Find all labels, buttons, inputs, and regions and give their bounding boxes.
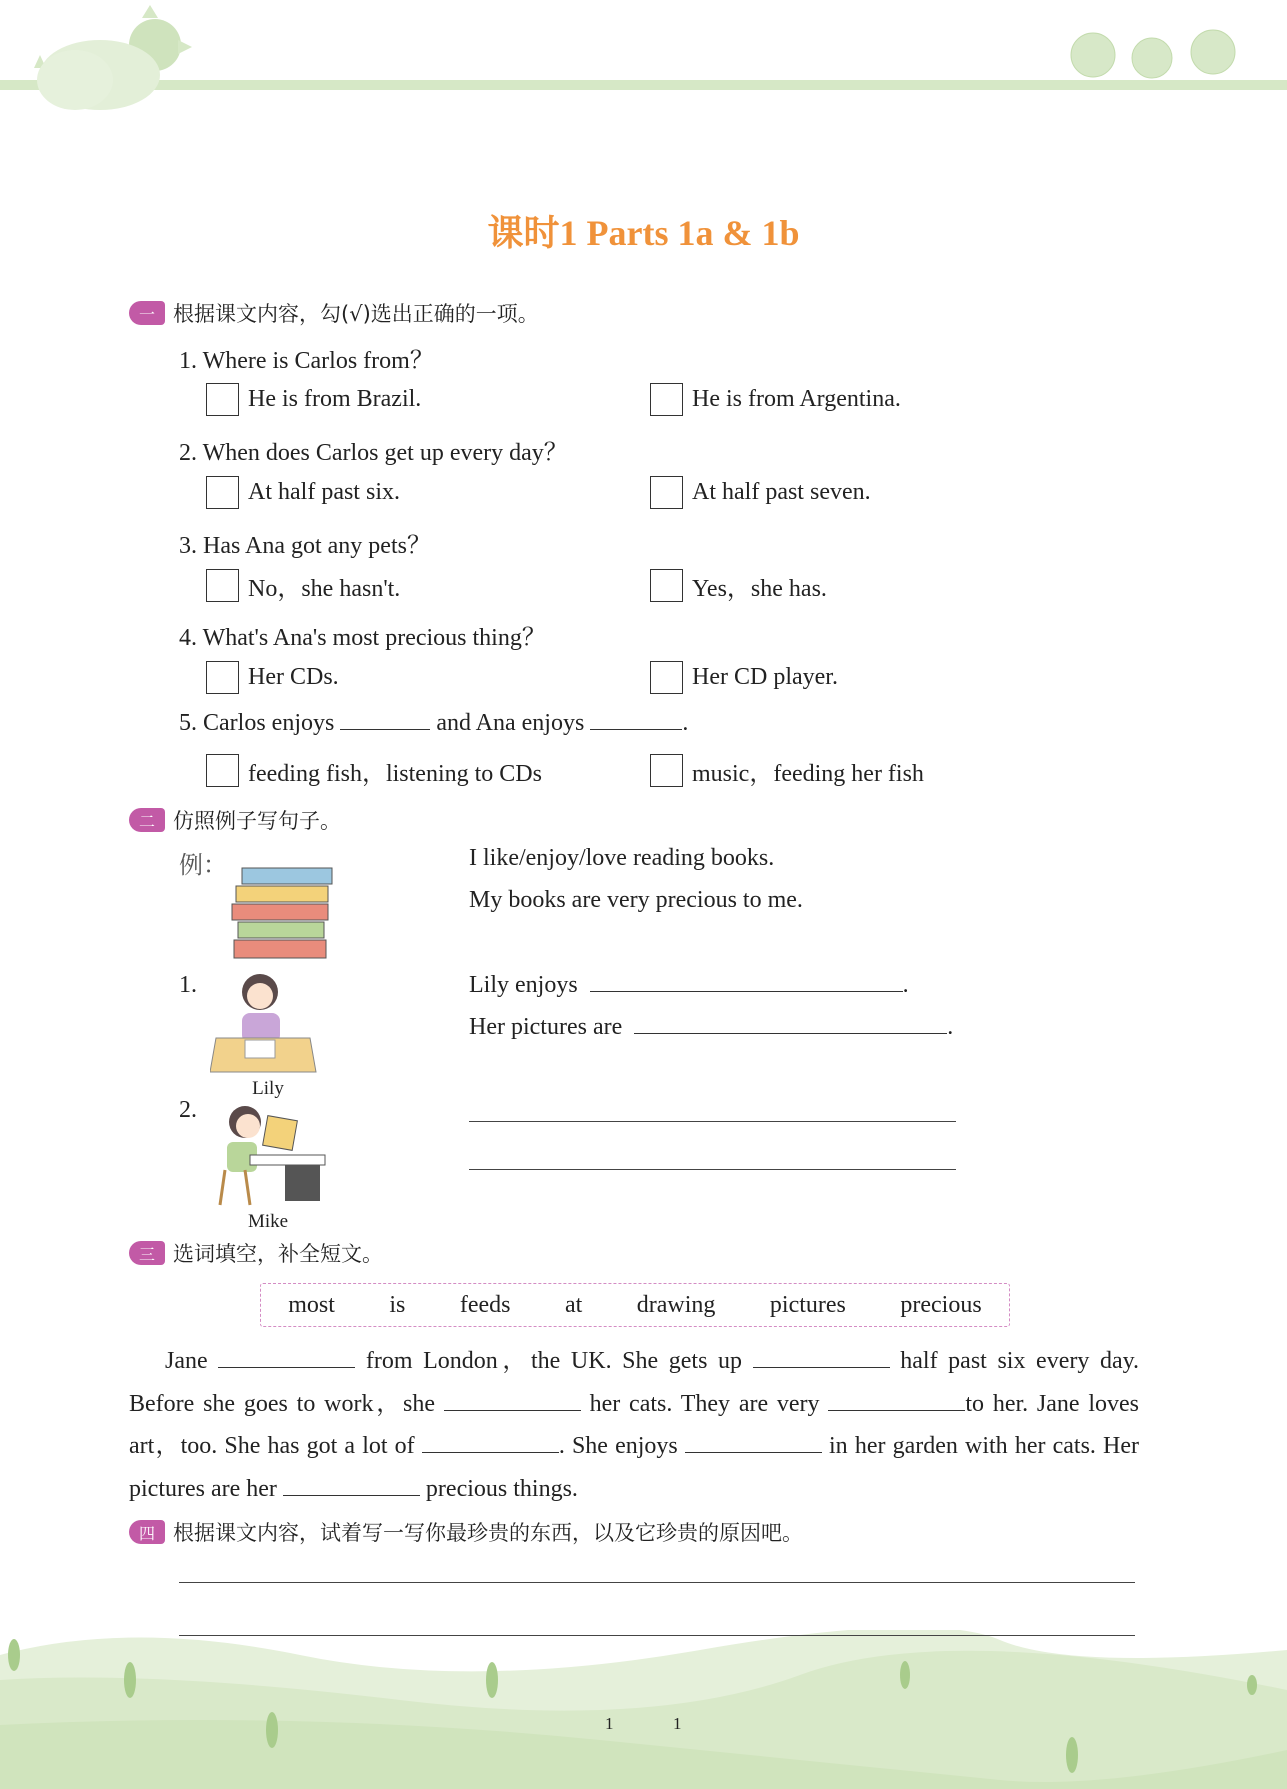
- checkbox[interactable]: [650, 754, 683, 787]
- item-2-number: 2.: [179, 1097, 197, 1123]
- section-instruction: 仿照例子写句子。: [173, 809, 341, 833]
- checkbox[interactable]: [650, 661, 683, 694]
- option-5b[interactable]: [650, 753, 924, 788]
- section-1-heading: [129, 298, 539, 328]
- checkbox[interactable]: [650, 383, 683, 416]
- blank[interactable]: [444, 1391, 581, 1411]
- option-1a[interactable]: [206, 383, 421, 416]
- word: at: [564, 1291, 583, 1318]
- word-bank: [260, 1283, 1010, 1327]
- word: drawing: [636, 1291, 716, 1318]
- passage-text: in her garden with her cats. Her pictures are her: [129, 1433, 1140, 1502]
- checkbox[interactable]: [206, 661, 239, 694]
- option-text: Her CDs.: [248, 664, 339, 690]
- blank[interactable]: [218, 1348, 355, 1368]
- option-4a[interactable]: [206, 661, 339, 694]
- prompt-text: Lily enjoys: [469, 972, 578, 998]
- word: most: [288, 1291, 335, 1318]
- example-line-1: I like/enjoy/love reading books.: [469, 845, 775, 871]
- section-badge: 二: [129, 808, 165, 832]
- option-3b[interactable]: [650, 568, 827, 603]
- word: feeds: [459, 1291, 511, 1318]
- example-label: 例：: [179, 853, 227, 879]
- mike-label: Mike: [247, 1211, 289, 1232]
- blank[interactable]: [283, 1476, 420, 1496]
- passage-text: to her. Jane loves art，too. She has got a lot of: [129, 1390, 1140, 1459]
- blank[interactable]: [590, 710, 682, 730]
- lily-label: Lily: [252, 1078, 284, 1099]
- answer-blank[interactable]: [634, 1014, 947, 1034]
- checkbox[interactable]: [206, 383, 239, 416]
- answer-line[interactable]: [469, 1169, 956, 1170]
- item-1-line-1: Lily enjoys .: [469, 972, 909, 998]
- question-4: 4. What's Ana's most precious thing？: [179, 625, 546, 651]
- option-text: feeding fish，listening to CDs: [248, 761, 542, 787]
- passage-text: from London，the UK. She gets up: [365, 1348, 743, 1374]
- blank[interactable]: [685, 1433, 822, 1453]
- option-text: He is from Brazil.: [248, 386, 422, 412]
- section-badge: 三: [129, 1241, 165, 1265]
- question-5: 5. Carlos enjoys and Ana enjoys .: [179, 710, 689, 736]
- page-number: 1: [673, 1714, 682, 1733]
- question-2: 2. When does Carlos get up every day？: [179, 440, 568, 466]
- footer-hills-decoration: [0, 1630, 1287, 1789]
- mike-illustration: [215, 1100, 330, 1208]
- question-3: 3. Has Ana got any pets？: [179, 533, 431, 559]
- section-instruction: 根据课文内容，试着写一写你最珍贵的东西，以及它珍贵的原因吧。: [173, 1521, 803, 1545]
- lily-illustration: [210, 968, 320, 1076]
- section-3-heading: [129, 1238, 383, 1268]
- option-4b[interactable]: [650, 661, 838, 694]
- answer-line[interactable]: [179, 1582, 1135, 1583]
- checkbox[interactable]: [650, 569, 683, 602]
- animal-icons: [1071, 30, 1235, 78]
- section-4-heading: [129, 1517, 803, 1547]
- option-text: At half past seven.: [692, 479, 871, 505]
- section-2-heading: [129, 805, 341, 835]
- item-1-number: 1.: [179, 972, 197, 998]
- option-1b[interactable]: [650, 383, 901, 416]
- option-text: music，feeding her fish: [692, 761, 924, 787]
- option-text: Yes，she has.: [692, 576, 827, 602]
- option-5a[interactable]: [206, 753, 542, 788]
- blank[interactable]: [753, 1348, 890, 1368]
- section-badge: 一: [129, 301, 165, 325]
- prompt-text: Her pictures are: [469, 1014, 623, 1040]
- option-text: Her CD player.: [692, 664, 838, 690]
- passage-text: Jane: [165, 1348, 208, 1374]
- item-1-line-2: Her pictures are .: [469, 1014, 954, 1040]
- checkbox[interactable]: [206, 569, 239, 602]
- books-illustration: [228, 862, 348, 962]
- page-title: 课时1 Parts 1a & 1b: [487, 213, 800, 253]
- checkbox[interactable]: [206, 476, 239, 509]
- checkbox[interactable]: [650, 476, 683, 509]
- example-line-2: My books are very precious to me.: [469, 887, 803, 913]
- answer-blank[interactable]: [590, 972, 903, 992]
- passage-text: half past six every day. Before she goes to work，she: [129, 1348, 1140, 1417]
- option-text: No，she hasn't.: [248, 576, 401, 602]
- option-text: He is from Argentina.: [692, 386, 901, 412]
- section-instruction: 根据课文内容，勾(√)选出正确的一项。: [173, 302, 539, 326]
- passage: [129, 1340, 1139, 1510]
- option-3a[interactable]: [206, 568, 400, 603]
- checkbox[interactable]: [206, 754, 239, 787]
- header-decoration: [0, 0, 1287, 120]
- q5-part1: 5. Carlos enjoys: [179, 710, 335, 736]
- passage-text: precious things.: [425, 1475, 578, 1502]
- option-2b[interactable]: [650, 476, 871, 509]
- passage-text: her cats. They are very: [589, 1390, 820, 1417]
- blank[interactable]: [828, 1391, 965, 1411]
- option-text: At half past six.: [248, 479, 400, 505]
- question-1: 1. Where is Carlos from？: [179, 348, 434, 374]
- answer-line[interactable]: [469, 1121, 956, 1122]
- word: precious: [900, 1291, 982, 1318]
- blank[interactable]: [422, 1433, 559, 1453]
- q5-part2: and Ana enjoys: [436, 710, 585, 736]
- blank[interactable]: [340, 710, 430, 730]
- word: is: [389, 1291, 406, 1318]
- passage-text: . She enjoys: [558, 1433, 678, 1459]
- section-instruction: 选词填空，补全短文。: [173, 1242, 383, 1266]
- answer-line[interactable]: [179, 1635, 1135, 1636]
- section-badge: 四: [129, 1520, 165, 1544]
- option-2a[interactable]: [206, 476, 400, 509]
- word: pictures: [769, 1291, 846, 1318]
- page-number: 1: [605, 1714, 614, 1733]
